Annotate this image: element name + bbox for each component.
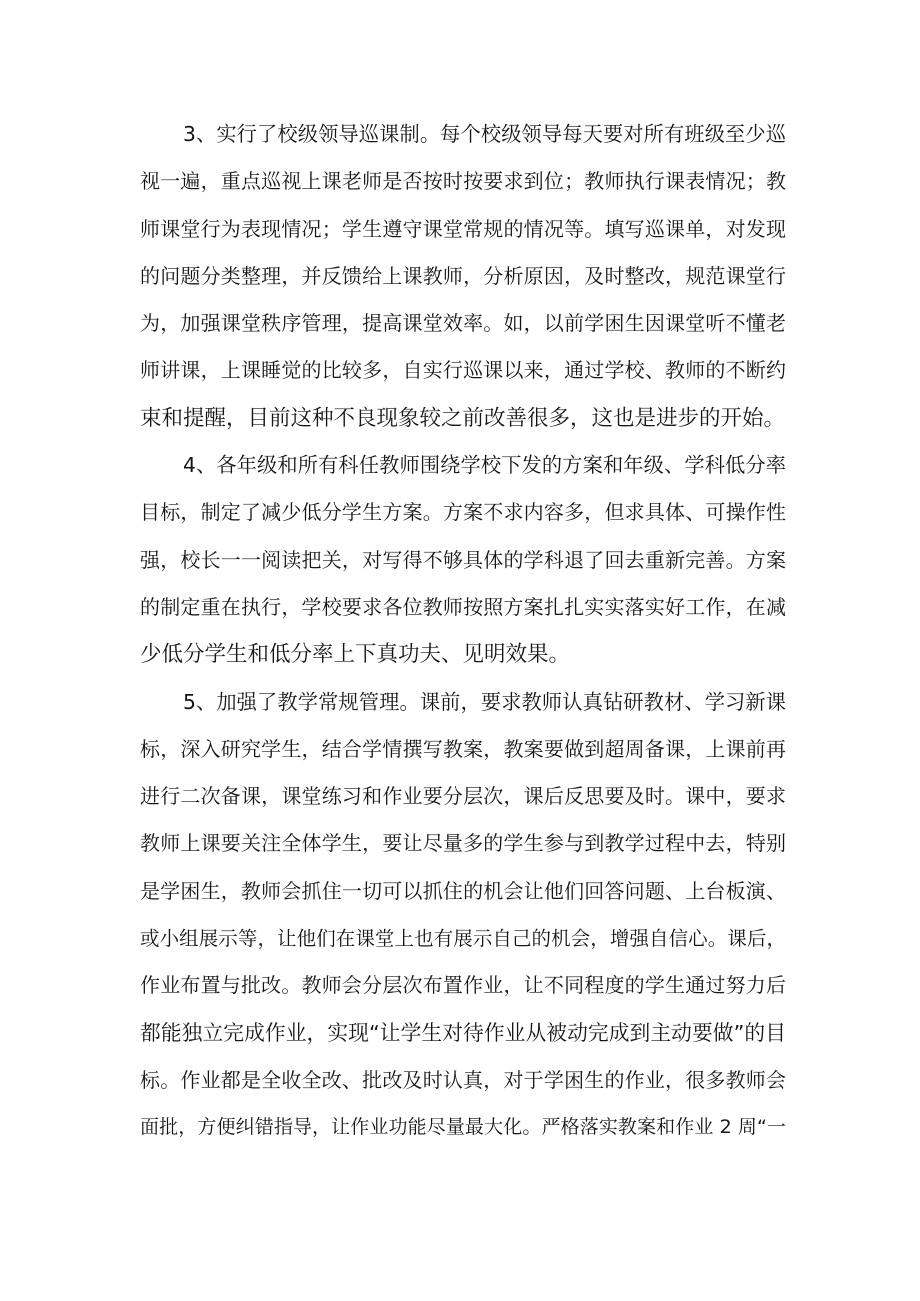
paragraph-line: 师课堂行为表现情况；学生遵守课堂常规的情况等。填写巡课单，对发现 xyxy=(140,216,786,241)
paragraph-line: 3、实行了校级领导巡课制。每个校级领导每天要对所有班级至少巡 xyxy=(183,122,786,146)
paragraph-5 xyxy=(140,679,786,1152)
paragraph-line: 5、加强了教学常规管理。课前，要求教师认真钻研教材、学习新课 xyxy=(183,689,786,714)
paragraph-line: 是学困生，教师会抓住一切可以抓住的机会让他们回答问题、上台板演、 xyxy=(140,878,786,903)
paragraph-line: 的问题分类整理，并反馈给上课教师，分析原因，及时整改，规范课堂行 xyxy=(140,263,786,288)
paragraph-line: 强，校长一一阅读把关，对写得不够具体的学科退了回去重新完善。方案 xyxy=(140,547,786,572)
paragraph-line: 面批，方便纠错指导，让作业功能尽量最大化。严格落实教案和作业 2 周“一 xyxy=(140,1116,786,1139)
paragraph-line: 或小组展示等，让他们在课堂上也有展示自己的机会，增强自信心。课后， xyxy=(140,927,786,951)
paragraph-line: 标。作业都是全收全改、批改及时认真，对于学困生的作业，很多教师会 xyxy=(140,1067,786,1092)
paragraph-line: 进行二次备课，课堂练习和作业要分层次，课后反思要及时。课中，要求 xyxy=(140,784,786,809)
paragraph-line: 的制定重在执行，学校要求各位教师按照方案扎扎实实落实好工作，在减 xyxy=(140,594,786,619)
document-body xyxy=(140,111,786,1152)
paragraph-line: 目标，制定了减少低分学生方案。方案不求内容多，但求具体、可操作性 xyxy=(140,500,786,525)
paragraph-line: 都能独立完成作业，实现“让学生对待作业从被动完成到主动要做”的目 xyxy=(140,1020,786,1045)
paragraph-line: 4、各年级和所有科任教师围绕学校下发的方案和年级、学科低分率 xyxy=(183,453,786,478)
paragraph-line: 作业布置与批改。教师会分层次布置作业，让不同程度的学生通过努力后 xyxy=(140,973,786,998)
paragraph-line: 师讲课，上课睡觉的比较多，自实行巡课以来，通过学校、教师的不断约 xyxy=(140,358,786,383)
paragraph-line: 教师上课要关注全体学生，要让尽量多的学生参与到教学过程中去，特别 xyxy=(140,831,786,856)
paragraph-3 xyxy=(140,111,786,442)
paragraph-line: 少低分学生和低分率上下真功夫、见明效果。 xyxy=(140,642,571,668)
paragraph-line: 束和提醒，目前这种不良现象较之前改善很多，这也是进步的开始。 xyxy=(140,405,786,431)
paragraph-line: 视一遍，重点巡视上课老师是否按时按要求到位；教师执行课表情况；教 xyxy=(140,169,786,194)
paragraph-line: 为，加强课堂秩序管理，提高课堂效率。如，以前学困生因课堂听不懂老 xyxy=(140,311,786,336)
paragraph-line: 标，深入研究学生，结合学情撰写教案，教案要做到超周备课，上课前再 xyxy=(140,736,786,761)
paragraph-4 xyxy=(140,442,786,678)
